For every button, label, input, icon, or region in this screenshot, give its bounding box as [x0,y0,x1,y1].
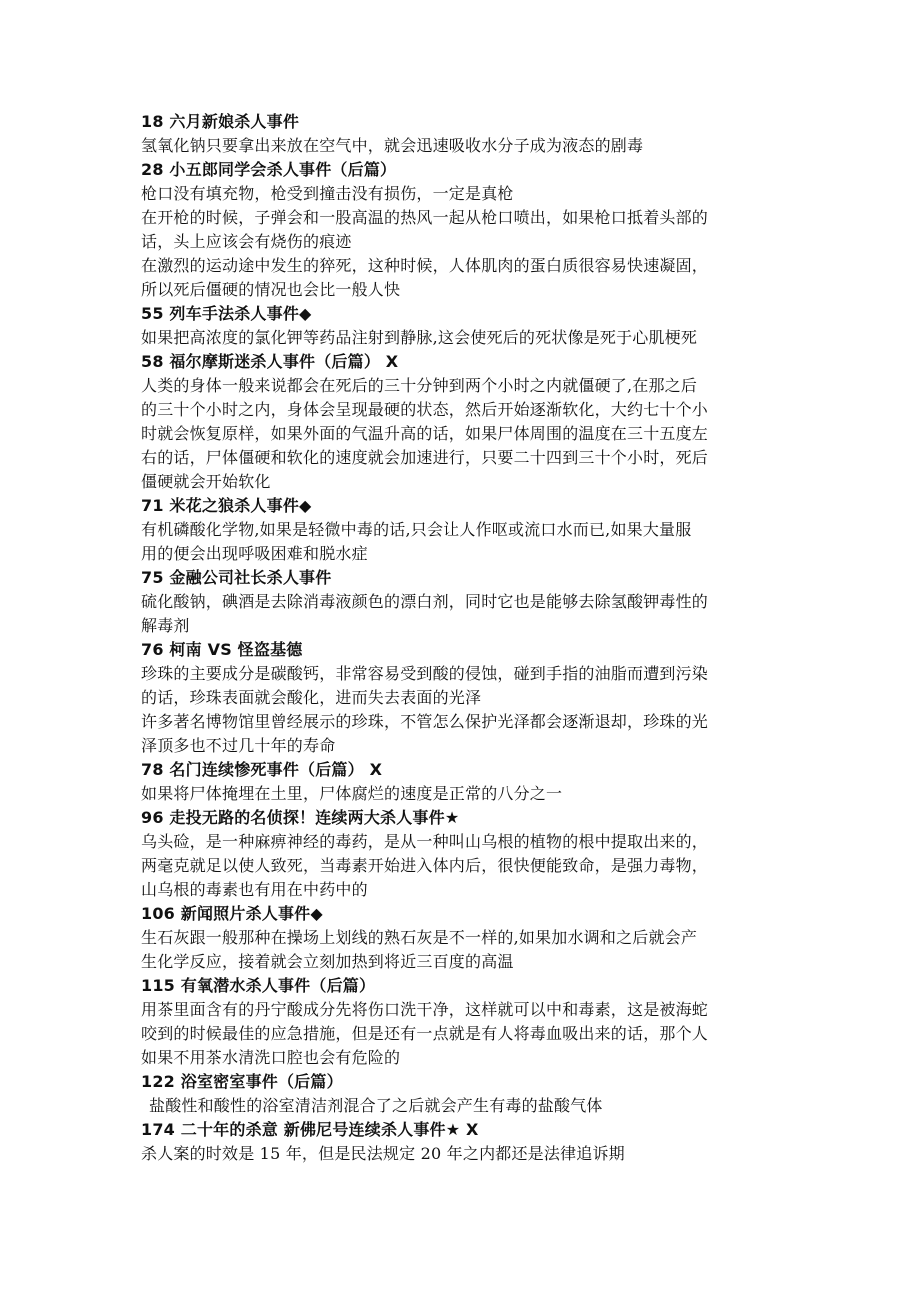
episode-section [141,806,783,902]
note-line: 乌头硷，是一种麻痹神经的毒药，是从一种叫山乌根的植物的根中提取出来的， [141,832,709,851]
note-line: 咬到的时候最佳的应急措施，但是还有一点就是有人将毒血吸出来的话，那个人 [141,1024,709,1043]
episode-title: 122 浴室密室事件（后篇） [141,1072,343,1091]
note-line: 用茶里面含有的丹宁酸成分先将伤口洗干净，这样就可以中和毒素，这是被海蛇 [141,1000,709,1019]
note-line: 山乌根的毒素也有用在中药中的 [141,880,368,899]
note-line: 生石灰跟一般那种在操场上划线的熟石灰是不一样的,如果加水调和之后就会产 [141,928,698,947]
note-line: 如果不用茶水清洗口腔也会有危险的 [141,1048,401,1067]
note-line: 泽顶多也不过几十年的寿命 [141,736,336,755]
note-line: 氢氧化钠只要拿出来放在空气中，就会迅速吸收水分子成为液态的剧毒 [141,136,644,155]
note-line: 如果将尸体掩埋在土里，尸体腐烂的速度是正常的八分之一 [141,784,563,803]
note-line: 有机磷酸化学物,如果是轻微中毒的话,只会让人作呕或流口水而已,如果大量服 [141,520,692,539]
note-line: 在激烈的运动途中发生的猝死，这种时候，人体肌肉的蛋白质很容易快速凝固， [141,256,709,275]
episode-title: 96 走投无路的名侦探！连续两大杀人事件★ [141,808,460,827]
episode-title: 58 福尔摩斯迷杀人事件（后篇） X [141,352,399,371]
episode-section [141,566,783,638]
episode-section [141,158,783,302]
episode-section [141,1118,783,1166]
note-line: 在开枪的时候，子弹会和一股高温的热风一起从枪口喷出，如果枪口抵着头部的 [141,208,709,227]
note-line: 生化学反应，接着就会立刻加热到将近三百度的高温 [141,952,514,971]
episode-title: 28 小五郎同学会杀人事件（后篇） [141,160,397,179]
episode-title: 106 新闻照片杀人事件◆ [141,904,323,923]
episode-section [141,494,783,566]
note-line: 用的便会出现呼吸困难和脱水症 [141,544,368,563]
episode-title: 78 名门连续惨死事件（后篇） X [141,760,383,779]
episode-title: 55 列车手法杀人事件◆ [141,304,312,323]
note-line: 僵硬就会开始软化 [141,472,271,491]
episode-title: 76 柯南 VS 怪盗基德 [141,640,303,659]
note-line: 杀人案的时效是 15 年，但是民法规定 20 年之内都还是法律追诉期 [141,1144,625,1163]
note-line: 许多著名博物馆里曾经展示的珍珠，不管怎么保护光泽都会逐渐退却，珍珠的光 [141,712,709,731]
note-line: 硫化酸钠，碘酒是去除消毒液颜色的漂白剂，同时它也是能够去除氢酸钾毒性的 [141,592,709,611]
episode-title: 75 金融公司社长杀人事件 [141,568,332,587]
note-line: 的话，珍珠表面就会酸化，进而失去表面的光泽 [141,688,482,707]
note-line: 话，头上应该会有烧伤的痕迹 [141,232,352,251]
note-line: 所以死后僵硬的情况也会比一般人快 [141,280,401,299]
episode-section [141,350,783,494]
episode-title: 115 有氧潜水杀人事件（后篇） [141,976,376,995]
episode-section [141,1070,783,1118]
episode-title: 71 米花之狼杀人事件◆ [141,496,312,515]
episode-section [141,110,783,158]
episode-section [141,302,783,350]
episode-section [141,638,783,758]
episode-title: 174 二十年的杀意 新佛尼号连续杀人事件★ X [141,1120,479,1139]
note-line: 如果把高浓度的氯化钾等药品注射到静脉,这会使死后的死状像是死于心肌梗死 [141,328,698,347]
episode-section [141,758,783,806]
note-line: 枪口没有填充物，枪受到撞击没有损伤，一定是真枪 [141,184,514,203]
note-line: 的三十个小时之内，身体会呈现最硬的状态，然后开始逐渐软化，大约七十个小 [141,400,709,419]
note-line: 人类的身体一般来说都会在死后的三十分钟到两个小时之内就僵硬了,在那之后 [141,376,698,395]
episode-title: 18 六月新娘杀人事件 [141,112,300,131]
note-line: 两毫克就足以使人致死，当毒素开始进入体内后，很快便能致命，是强力毒物， [141,856,709,875]
episode-section [141,902,783,974]
document-page [141,110,783,1166]
note-line: 盐酸性和酸性的浴室清洁剂混合了之后就会产生有毒的盐酸气体 [149,1096,603,1115]
note-line: 时就会恢复原样，如果外面的气温升高的话，如果尸体周围的温度在三十五度左 [141,424,709,443]
episode-section [141,974,783,1070]
note-line: 珍珠的主要成分是碳酸钙，非常容易受到酸的侵蚀，碰到手指的油脂而遭到污染 [141,664,709,683]
note-line: 解毒剂 [141,616,190,635]
note-line: 右的话，尸体僵硬和软化的速度就会加速进行，只要二十四到三十个小时，死后 [141,448,709,467]
